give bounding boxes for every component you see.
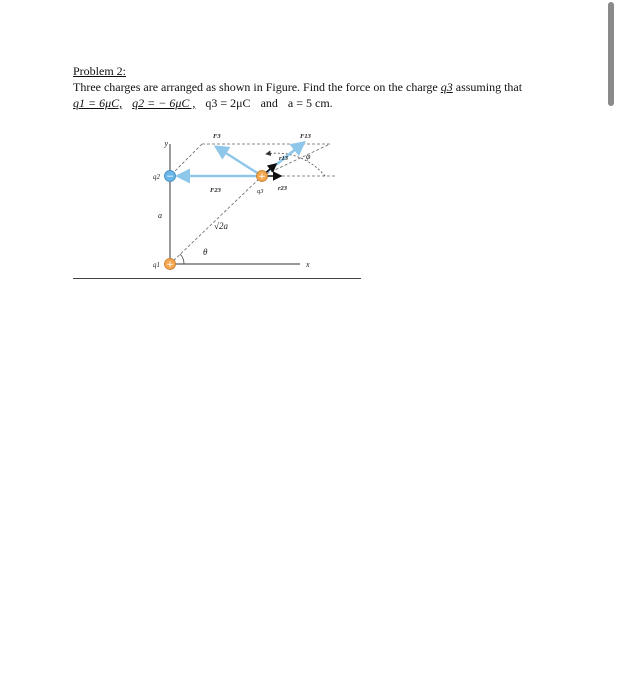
f3-arrow xyxy=(218,148,262,176)
diagonal-label: √2a xyxy=(214,221,228,231)
theta-arc xyxy=(180,254,184,264)
statement-text: Three charges are arranged as shown in Figure. Find the force on the charge xyxy=(73,80,438,94)
q1-sign: + xyxy=(166,260,174,270)
charge-figure xyxy=(140,124,350,276)
charge-values xyxy=(73,96,333,111)
figure-svg xyxy=(140,124,350,276)
q3-sign: + xyxy=(258,172,266,182)
q2-label: q2 xyxy=(153,173,160,181)
r23-label: r23 xyxy=(278,185,288,192)
problem-statement xyxy=(73,80,522,95)
q3-value: q3 = 2μC xyxy=(205,96,251,110)
r13-label: r13 xyxy=(279,155,289,162)
q1-label: q1 xyxy=(153,261,160,269)
phi-label: φ xyxy=(306,152,311,161)
q3-label: q3 xyxy=(257,188,264,195)
q1-value: q1 = 6μC, xyxy=(73,96,123,110)
theta-label: θ xyxy=(203,247,208,257)
x-axis-label: x xyxy=(306,260,310,269)
a-value: a = 5 cm. xyxy=(287,96,333,110)
f23-label: F23 xyxy=(210,187,221,194)
y-axis-label: y xyxy=(164,139,168,148)
f13-label: F13 xyxy=(300,133,311,140)
and-word: and xyxy=(260,96,278,110)
f3-label: F3 xyxy=(213,133,221,140)
problem-title: Problem 2: xyxy=(73,64,126,78)
q2-value: q2 = − 6μC , xyxy=(132,96,196,110)
left-dashed-line xyxy=(170,144,202,176)
bottom-rule xyxy=(73,278,361,279)
scrollbar[interactable] xyxy=(608,2,614,106)
a-label: a xyxy=(158,211,162,220)
q2-sign: − xyxy=(166,172,174,182)
target-charge: q3 xyxy=(440,80,453,94)
statement-end: assuming that xyxy=(455,80,523,94)
